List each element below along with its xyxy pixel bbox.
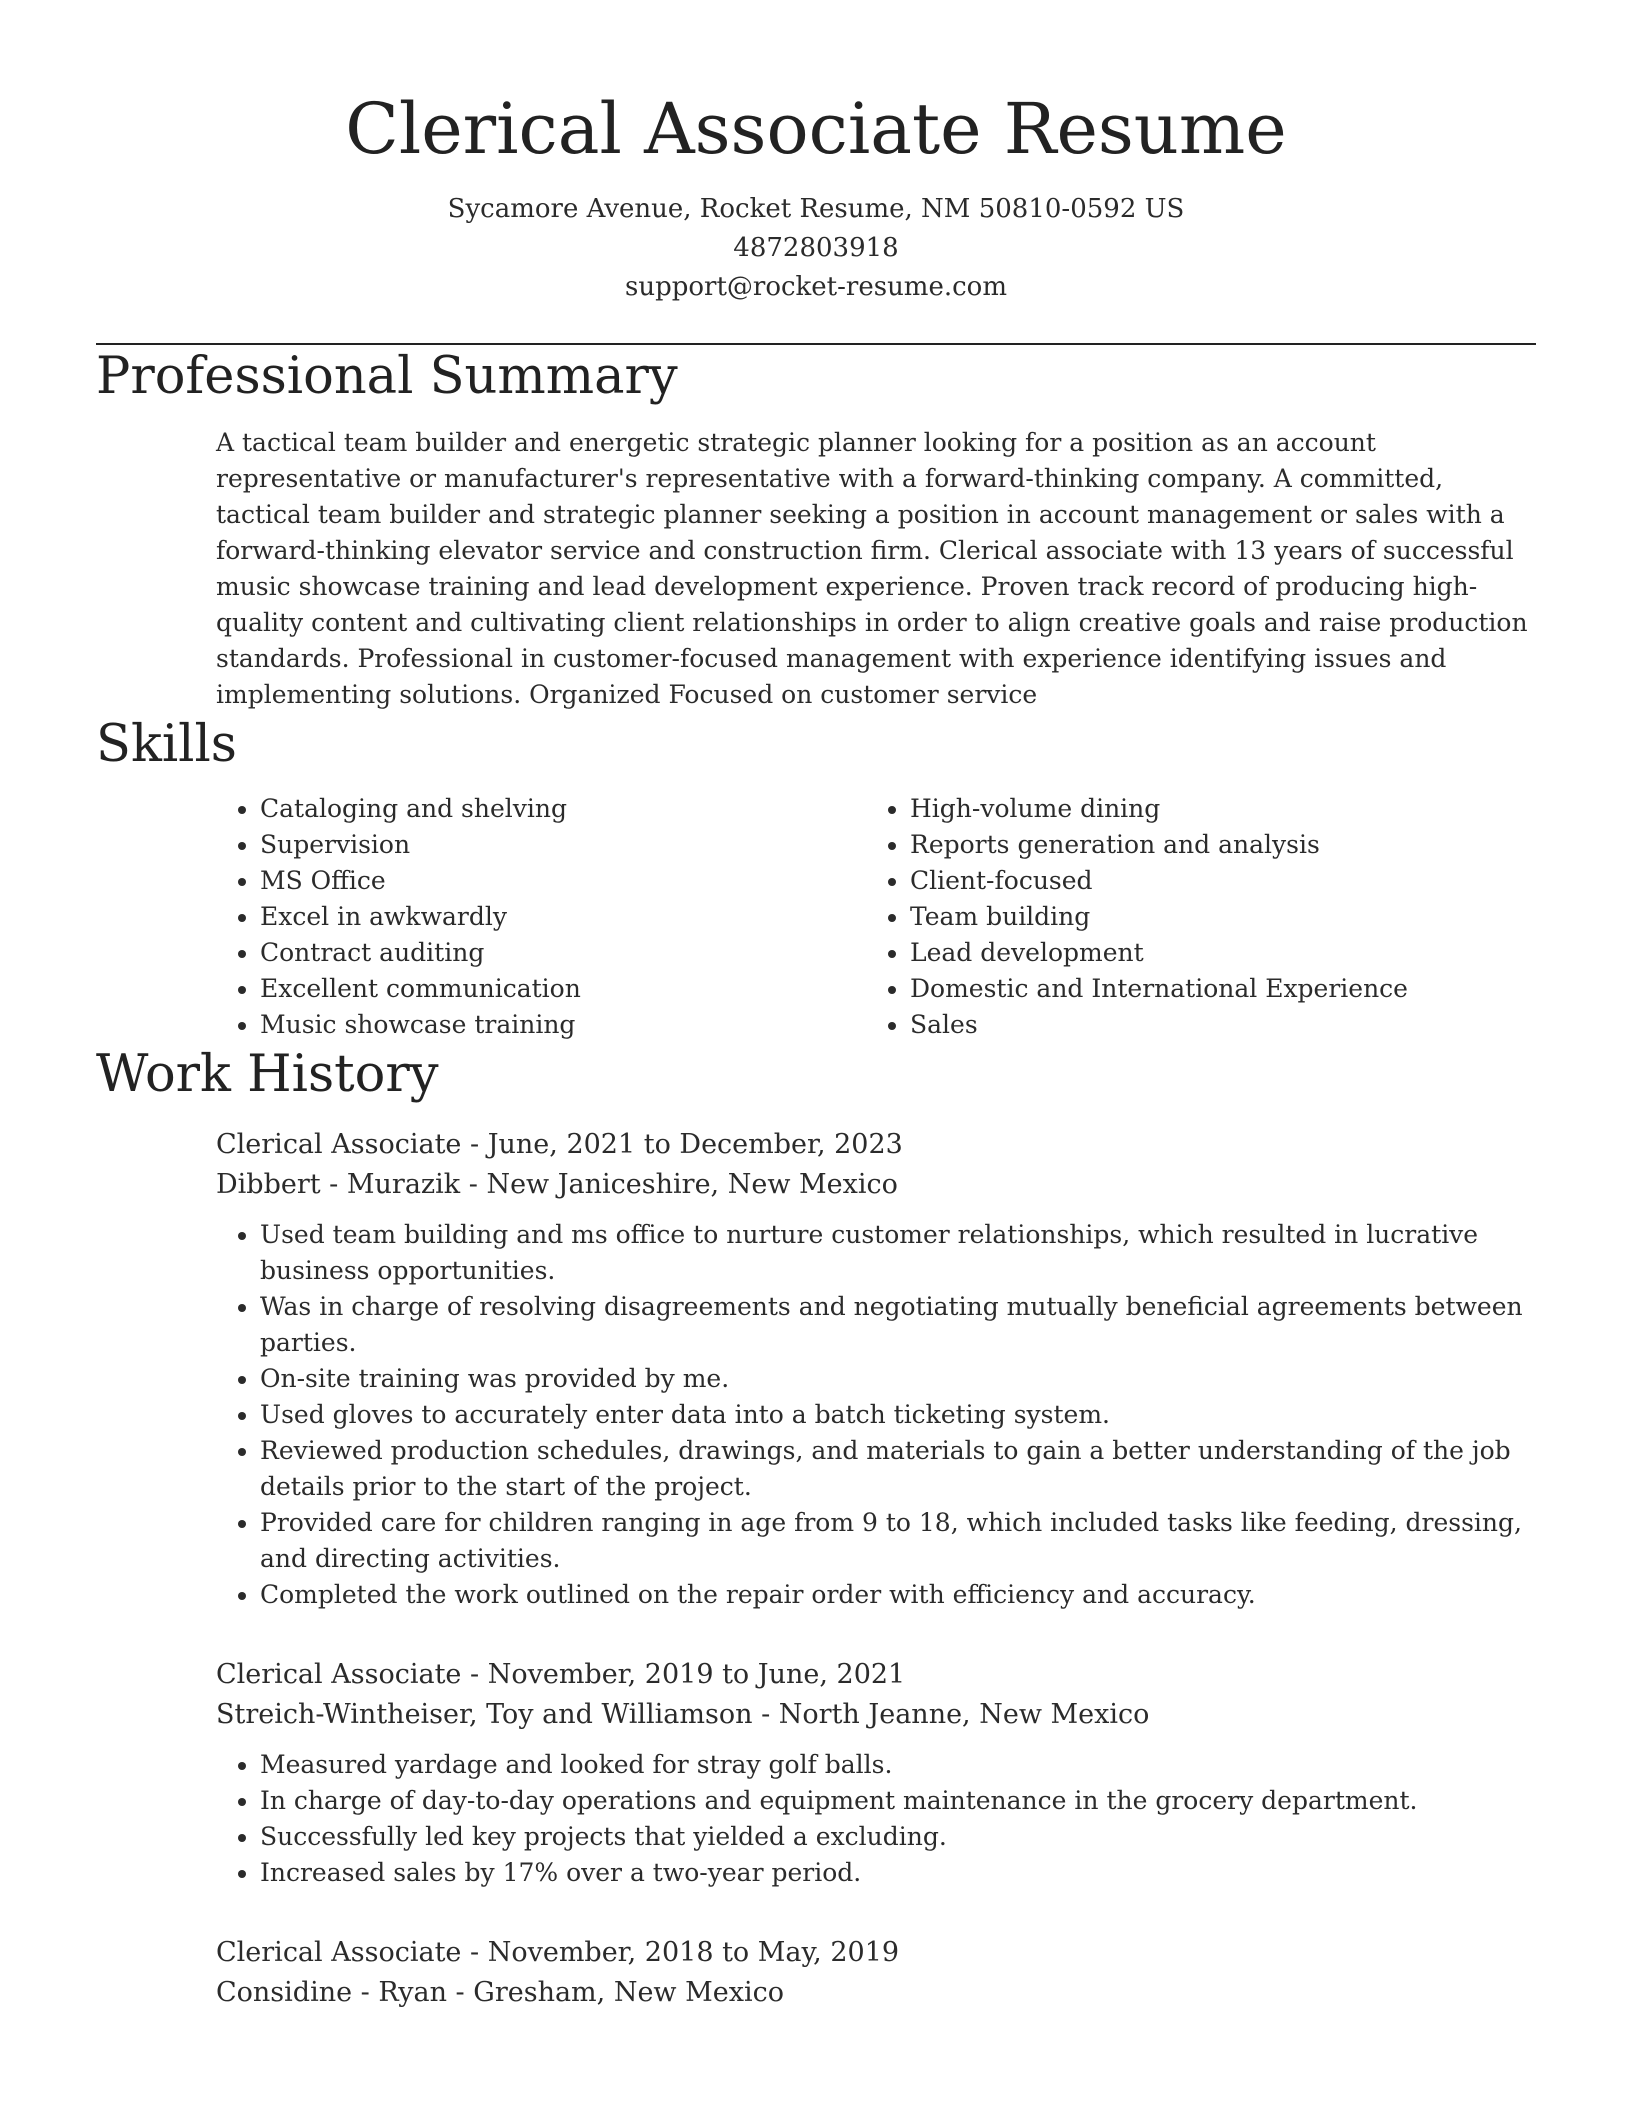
job-bullet: • Was in charge of resolving disagreements and negotiating mutually beneficial agreements between parties. — [260, 1289, 1536, 1361]
job-bullet: • Completed the work outlined on the repair order with efficiency and accuracy. — [260, 1577, 1536, 1613]
job-title: Clerical Associate — [216, 1659, 462, 1690]
separator: - — [752, 1699, 779, 1730]
skill-item: • MS Office — [260, 863, 866, 899]
separator: - — [461, 1129, 488, 1160]
skill-item: • High-volume dining — [910, 791, 1516, 827]
job-header — [216, 1125, 1536, 1205]
job-dates: June, 2021 to December, 2023 — [487, 1129, 903, 1160]
skill-item: • Music showcase training — [260, 1007, 866, 1043]
contact-address: Sycamore Avenue, Rocket Resume, NM 50810-0592 US — [447, 194, 1185, 224]
job-bullet: • Reviewed production schedules, drawings, and materials to gain a better understanding of the job details prior to the start of the project. — [260, 1433, 1536, 1505]
job-title: Clerical Associate — [216, 1937, 462, 1968]
job-bullet: • On-site training was provided by me. — [260, 1361, 1536, 1397]
job-bullets — [216, 1747, 1536, 1891]
job-header — [216, 1655, 1536, 1735]
job-entry — [216, 1933, 1536, 2013]
skills-list-left — [216, 791, 866, 1043]
job-location: Gresham, New Mexico — [473, 1977, 784, 2008]
skills-columns — [216, 791, 1536, 1043]
separator: - — [460, 1169, 487, 1200]
skills-heading: Skills — [96, 715, 237, 774]
skill-item: • Team building — [910, 899, 1516, 935]
job-bullet: • Increased sales by 17% over a two-year period. — [260, 1855, 1536, 1891]
job-location: New Janiceshire, New Mexico — [486, 1169, 898, 1200]
skills-list-right — [866, 791, 1516, 1043]
contact-email: support@rocket-resume.com — [624, 272, 1007, 302]
job-title: Clerical Associate — [216, 1129, 462, 1160]
contact-phone: 4872803918 — [733, 233, 899, 263]
skill-item: • Domestic and International Experience — [910, 971, 1516, 1007]
job-entry — [216, 1655, 1536, 1891]
summary-heading: Professional Summary — [96, 347, 678, 406]
job-company-line — [216, 1165, 1536, 1205]
job-bullet: • Used gloves to accurately enter data into a batch ticketing system. — [260, 1397, 1536, 1433]
job-bullet: • In charge of day-to-day operations and equipment maintenance in the grocery department. — [260, 1783, 1536, 1819]
job-title-line — [216, 1655, 1536, 1695]
skill-item: • Lead development — [910, 935, 1516, 971]
job-location: North Jeanne, New Mexico — [778, 1699, 1150, 1730]
contact-block — [96, 190, 1536, 307]
job-bullet: • Used team building and ms office to nurture customer relationships, which resulted in lucrative business opportunities. — [260, 1217, 1536, 1289]
job-company-line — [216, 1695, 1536, 1735]
job-bullet: • Successfully led key projects that yielded a excluding. — [260, 1819, 1536, 1855]
job-dates: November, 2019 to June, 2021 — [487, 1659, 906, 1690]
work-history-heading: Work History — [96, 1045, 439, 1104]
skill-item: • Client-focused — [910, 863, 1516, 899]
separator: - — [461, 1937, 488, 1968]
skill-item: • Excellent communication — [260, 971, 866, 1007]
job-company: Streich-Wintheiser, Toy and Williamson — [216, 1699, 753, 1730]
skill-item: • Reports generation and analysis — [910, 827, 1516, 863]
job-bullet: • Provided care for children ranging in age from 9 to 18, which included tasks like feeding, dressing, and directing activities. — [260, 1505, 1536, 1577]
separator: - — [446, 1977, 474, 2008]
job-company-line — [216, 1973, 1536, 2013]
job-company: Considine - Ryan — [216, 1977, 447, 2008]
resume-page — [96, 0, 1536, 2013]
job-dates: November, 2018 to May, 2019 — [487, 1937, 900, 1968]
skill-item: • Contract auditing — [260, 935, 866, 971]
job-entry — [216, 1125, 1536, 1613]
job-title-line — [216, 1933, 1536, 1973]
skill-item: • Cataloging and shelving — [260, 791, 866, 827]
job-bullet: • Measured yardage and looked for stray golf balls. — [260, 1747, 1536, 1783]
skill-item: • Supervision — [260, 827, 866, 863]
job-bullets — [216, 1217, 1536, 1613]
skill-item: • Sales — [910, 1007, 1516, 1043]
separator: - — [461, 1659, 488, 1690]
job-company: Dibbert - Murazik — [216, 1169, 461, 1200]
page-title: Clerical Associate Resume — [345, 88, 1287, 170]
summary-text: A tactical team builder and energetic strategic planner looking for a position as an account representative or manufacturer's representative with a forward-thinking company. A committed, tactical team builder and strategic planner seeking a position in account management or sales with a forward-thinking elevator service and construction firm. Clerical associate with 13 years of successful music showcase training and lead development experience. Proven track record of producing high-quality content and cultivating client relationships in order to align creative goals and raise production standards. Professional in customer-focused management with experience identifying issues and implementing solutions. Organized Focused on customer service — [216, 428, 1528, 709]
skill-item: • Excel in awkwardly — [260, 899, 866, 935]
job-title-line — [216, 1125, 1536, 1165]
job-header — [216, 1933, 1536, 2013]
